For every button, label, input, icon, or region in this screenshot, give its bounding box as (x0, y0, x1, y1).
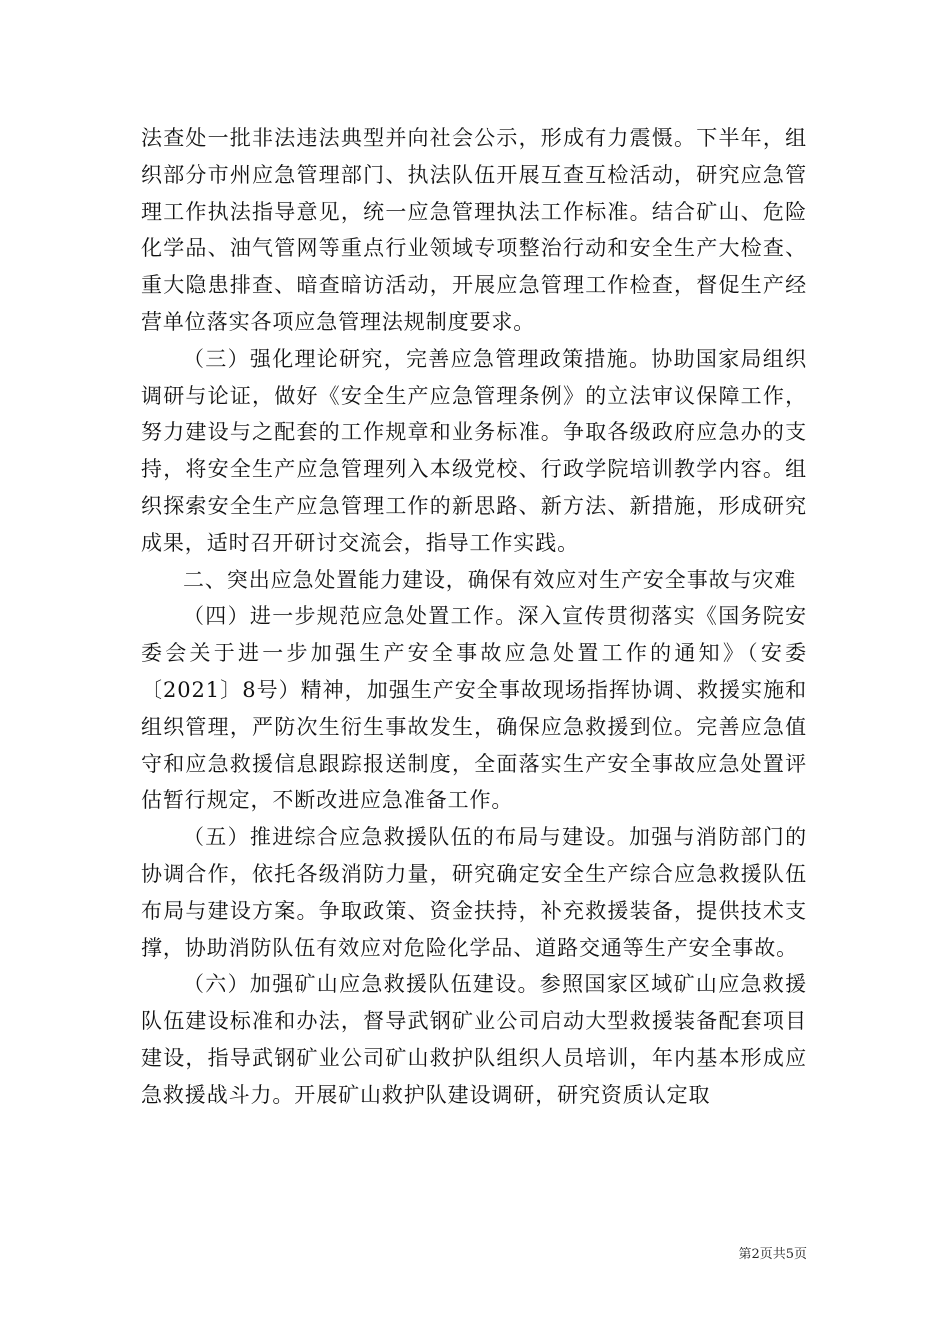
paragraph-section-4: （四）进一步规范应急处置工作。深入宣传贯彻落实《国务院安委会关于进一步加强生产安全事故应急处置工作的通知》（安委〔2021〕8号）精神，加强生产安全事故现场指挥协调、救援实施和组织管理，严防次生衍生事故发生，确保应急救援到位。完善应急值守和应急救援信息跟踪报送制度，全面落实生产安全事故应急处置评估暂行规定，不断改进应急准备工作。 (141, 604, 807, 813)
paragraph-section-6: （六）加强矿山应急救援队伍建设。参照国家区域矿山应急救援队伍建设标准和办法，督导武钢矿业公司启动大型救援装备配套项目建设，指导武钢矿业公司矿山救护队组织人员培训，年内基本形成应急救援战斗力。开展矿山救护队建设调研，研究资质认定取 (141, 972, 807, 1107)
document-body (141, 120, 807, 1114)
paragraph-section-5: （五）推进综合应急救援队伍的布局与建设。加强与消防部门的协调合作，依托各级消防力量，研究确定安全生产综合应急救援队伍布局与建设方案。争取政策、资金扶持，补充救援装备，提供技术支撑，协助消防队伍有效应对危险化学品、道路交通等生产安全事故。 (141, 825, 807, 960)
page-number: 第2页共5页 (738, 1247, 807, 1262)
paragraph-continuation: 法查处一批非法违法典型并向社会公示，形成有力震慑。下半年，组织部分市州应急管理部门、执法队伍开展互查互检活动，研究应急管理工作执法指导意见，统一应急管理执法工作标准。结合矿山、危险化学品、油气管网等重点行业领域专项整治行动和安全生产大检查、重大隐患排查、暗查暗访活动，开展应急管理工作检查，督促生产经营单位落实各项应急管理法规制度要求。 (141, 126, 807, 334)
paragraph-section-3: （三）强化理论研究，完善应急管理政策措施。协助国家局组织调研与论证，做好《安全生产应急管理条例》的立法审议保障工作，努力建设与之配套的工作规章和业务标准。争取各级政府应急办的支持，将安全生产应急管理列入本级党校、行政学院培训教学内容。组织探索安全生产应急管理工作的新思路、新方法、新措施，形成研究成果，适时召开研讨交流会，指导工作实践。 (141, 346, 807, 555)
section-heading-2: 二、突出应急处置能力建设，确保有效应对生产安全事故与灾难 (183, 567, 797, 592)
